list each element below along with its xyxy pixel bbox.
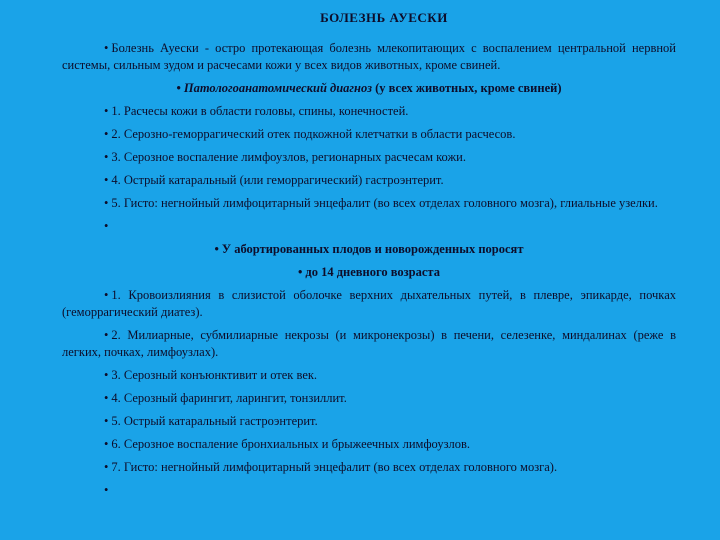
piglets-item: [62, 367, 676, 384]
bullet-icon: •: [104, 173, 109, 187]
diagnosis-heading-italic: Патологоанатомический диагноз: [183, 81, 372, 95]
bullet-icon: •: [298, 265, 303, 279]
bullet-icon: •: [104, 391, 109, 405]
piglets-item: [62, 390, 676, 407]
diagnosis-heading: [62, 80, 676, 97]
empty-bullet: [62, 218, 676, 235]
diagnosis-item-text: 5. Гисто: негнойный лимфоцитарный энцефалит (во всех отделах головного мозга), глиальные узелки.: [111, 196, 658, 210]
piglets-item-text: 1. Кровоизлияния в слизистой оболочке верхних дыхательных путей, в плевре, эпикарде, почках (геморрагический диатез).: [62, 288, 676, 319]
diagnosis-item-text: 2. Серозно-геморрагический отек подкожной клетчатки в области расчесов.: [111, 127, 516, 141]
diagnosis-item-text: 4. Острый катаральный (или геморрагический) гастроэнтерит.: [111, 173, 444, 187]
piglets-item: [62, 287, 676, 321]
diagnosis-item-text: 3. Серозное воспаление лимфоузлов, регионарных расчесам кожи.: [111, 150, 466, 164]
bullet-icon: •: [176, 81, 181, 95]
bullet-icon: •: [104, 127, 109, 141]
piglets-item: [62, 436, 676, 453]
piglets-heading-line-2: [62, 264, 676, 281]
bullet-icon: •: [104, 219, 109, 233]
diagnosis-item: [62, 195, 676, 212]
bullet-icon: •: [104, 437, 109, 451]
diagnosis-item: [62, 172, 676, 189]
bullet-icon: •: [104, 460, 109, 474]
bullet-icon: •: [104, 41, 109, 55]
slide-title: БОЛЕЗНЬ АУЕСКИ: [320, 10, 448, 25]
bullet-icon: •: [104, 328, 109, 342]
piglets-item-text: 2. Милиарные, субмилиарные некрозы (и микронекрозы) в печени, селезенке, миндалинах (реже в легких, почках, лимфоузлах).: [62, 328, 676, 359]
bullet-icon: •: [104, 414, 109, 428]
bullet-icon: •: [104, 150, 109, 164]
empty-bullet: [62, 482, 676, 499]
bullet-icon: •: [214, 242, 219, 256]
piglets-item: [62, 459, 676, 476]
bullet-icon: •: [104, 288, 109, 302]
piglets-item-text: 7. Гисто: негнойный лимфоцитарный энцефалит (во всех отделах головного мозга).: [111, 460, 558, 474]
bullet-icon: •: [104, 104, 109, 118]
piglets-item-text: 3. Серозный конъюнктивит и отек век.: [111, 368, 318, 382]
diagnosis-heading-rest: (у всех животных, кроме свиней): [371, 81, 562, 95]
diagnosis-item: [62, 126, 676, 143]
piglets-heading-text-2: до 14 дневного возраста: [305, 265, 440, 279]
piglets-heading-line-1: [62, 241, 676, 258]
diagnosis-item: [62, 149, 676, 166]
intro-text: Болезнь Ауески - остро протекающая болезнь млекопитающих с воспалением центральной нервной системы, сильным зудом и расчесами кожи у всех видов животных, кроме свиней.: [62, 41, 676, 72]
intro-paragraph: [62, 40, 676, 74]
piglets-item: [62, 413, 676, 430]
piglets-heading-text-1: У абортированных плодов и новорожденных поросят: [221, 242, 524, 256]
piglets-item-text: 6. Серозное воспаление бронхиальных и брыжеечных лимфоузлов.: [111, 437, 471, 451]
piglets-item-text: 4. Серозный фарингит, ларингит, тонзиллит.: [111, 391, 347, 405]
bullet-icon: •: [104, 368, 109, 382]
piglets-item-text: 5. Острый катаральный гастроэнтерит.: [111, 414, 318, 428]
piglets-item: [62, 327, 676, 361]
diagnosis-item-text: 1. Расчесы кожи в области головы, спины, конечностей.: [111, 104, 409, 118]
bullet-icon: •: [104, 196, 109, 210]
diagnosis-item: [62, 103, 676, 120]
bullet-icon: •: [104, 483, 109, 497]
